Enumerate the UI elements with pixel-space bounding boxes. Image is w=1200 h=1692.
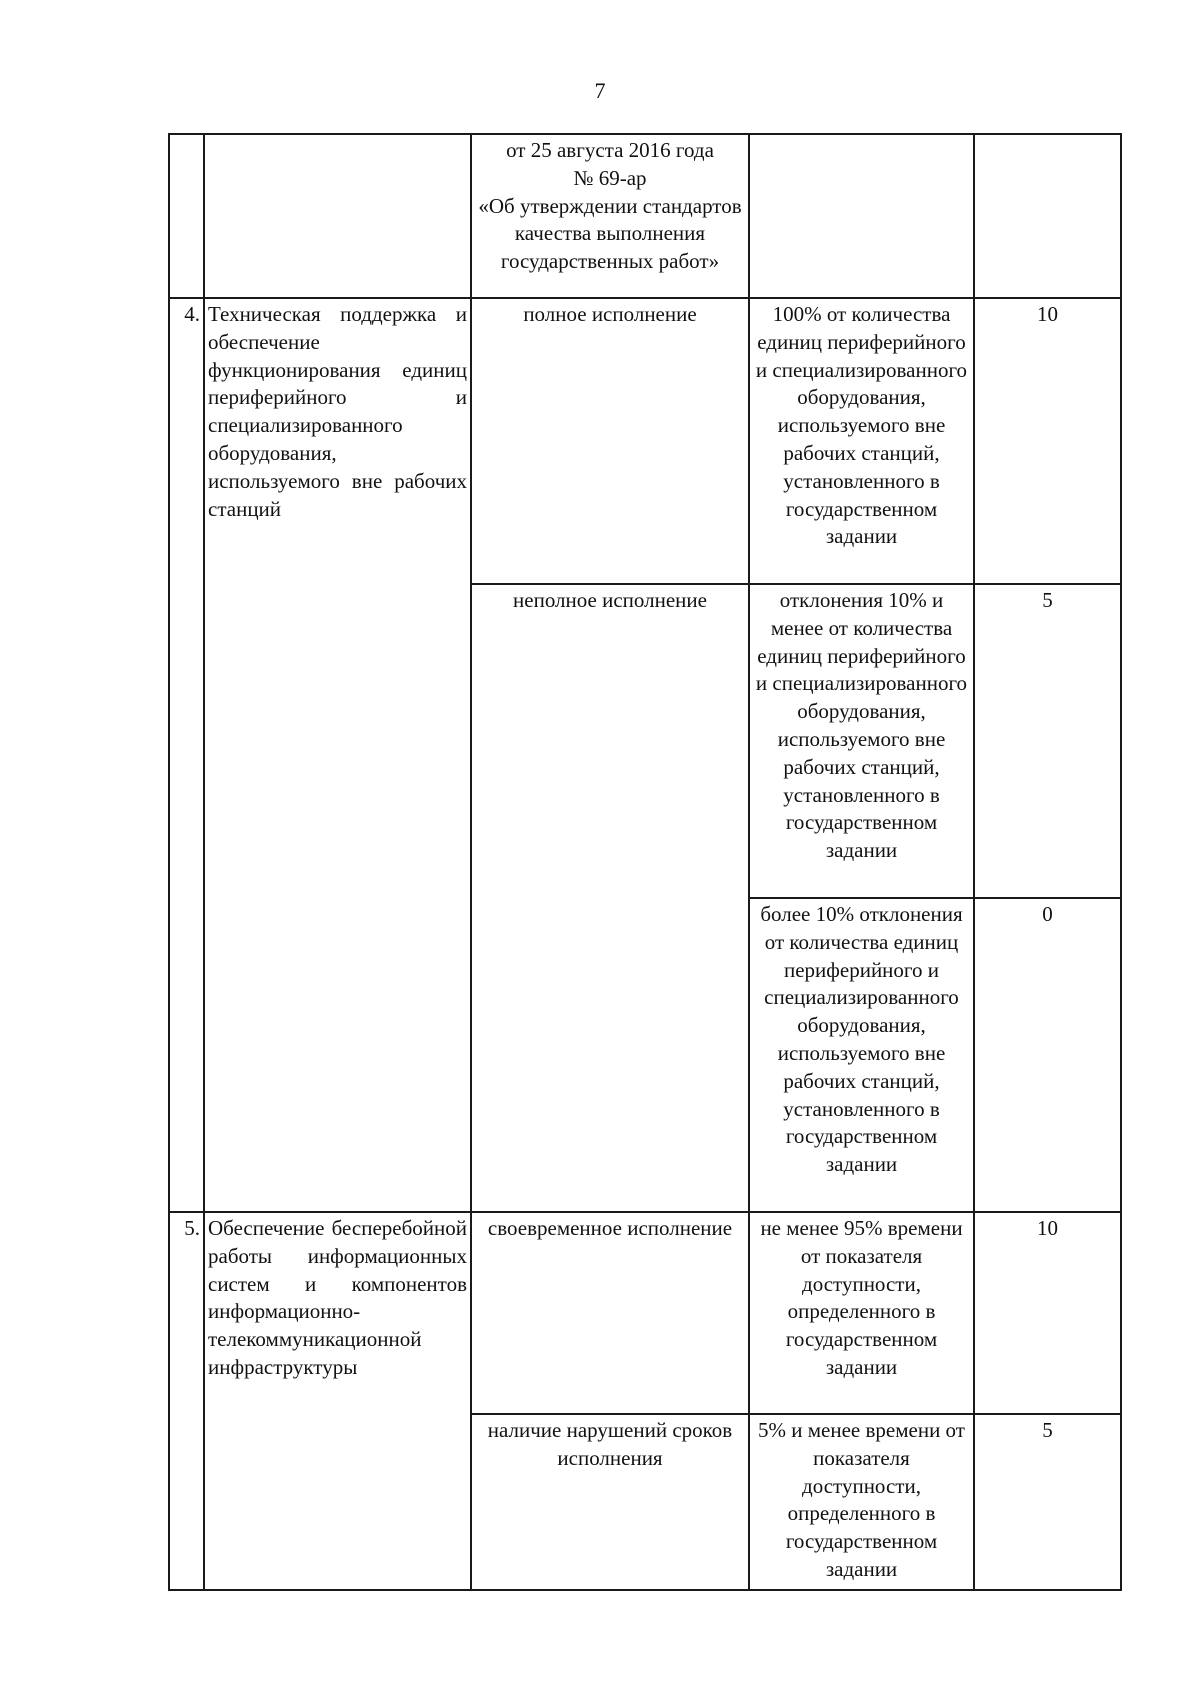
score-cell xyxy=(974,134,1121,298)
criterion-cell: не менее 95% времени от показателя доступности, определенного в государственном задании xyxy=(749,1212,974,1414)
score-cell: 5 xyxy=(974,584,1121,898)
execution-form-cell: наличие нарушений сроков исполнения xyxy=(471,1414,749,1590)
execution-form-cell: полное исполнение xyxy=(471,298,749,584)
criterion-cell: 100% от количества единиц периферийного и специализированного оборудования, используемого вне рабочих станций, установленного в государственном задании xyxy=(749,298,974,584)
score-cell: 10 xyxy=(974,1212,1121,1414)
page-number: 7 xyxy=(594,78,606,103)
execution-form-cell: своевременное исполнение xyxy=(471,1212,749,1414)
table-row xyxy=(169,1212,1121,1414)
work-name-cell: Техническая поддержка и обеспечение функционирования единиц периферийного и специализированного оборудования, используемого вне рабочих станций xyxy=(204,298,471,1212)
score-cell: 10 xyxy=(974,298,1121,584)
criterion-cell: более 10% отклонения от количества единиц периферийного и специализированного оборудования, используемого вне рабочих станций, установленного в государственном задании xyxy=(749,898,974,1212)
criteria-table xyxy=(168,133,1122,1591)
row-number-cell: 5. xyxy=(169,1212,204,1590)
work-name-cell: Обеспечение бесперебойной работы информационных систем и компонентов информационно-телекоммуникационной инфраструктуры xyxy=(204,1212,471,1590)
row-number-cell: 4. xyxy=(169,298,204,1212)
score-cell: 0 xyxy=(974,898,1121,1212)
row-number-cell xyxy=(169,134,204,298)
criterion-cell xyxy=(749,134,974,298)
work-name-cell xyxy=(204,134,471,298)
table-row xyxy=(169,298,1121,584)
execution-form-cell: от 25 августа 2016 года № 69-ар «Об утверждении стандартов качества выполнения государственных работ» xyxy=(471,134,749,298)
criterion-cell: отклонения 10% и менее от количества единиц периферийного и специализированного оборудования, используемого вне рабочих станций, установленного в государственном задании xyxy=(749,584,974,898)
score-cell: 5 xyxy=(974,1414,1121,1590)
table-row-continuation xyxy=(169,134,1121,298)
execution-form-cell: неполное исполнение xyxy=(471,584,749,1212)
criterion-cell: 5% и менее времени от показателя доступности, определенного в государственном задании xyxy=(749,1414,974,1590)
